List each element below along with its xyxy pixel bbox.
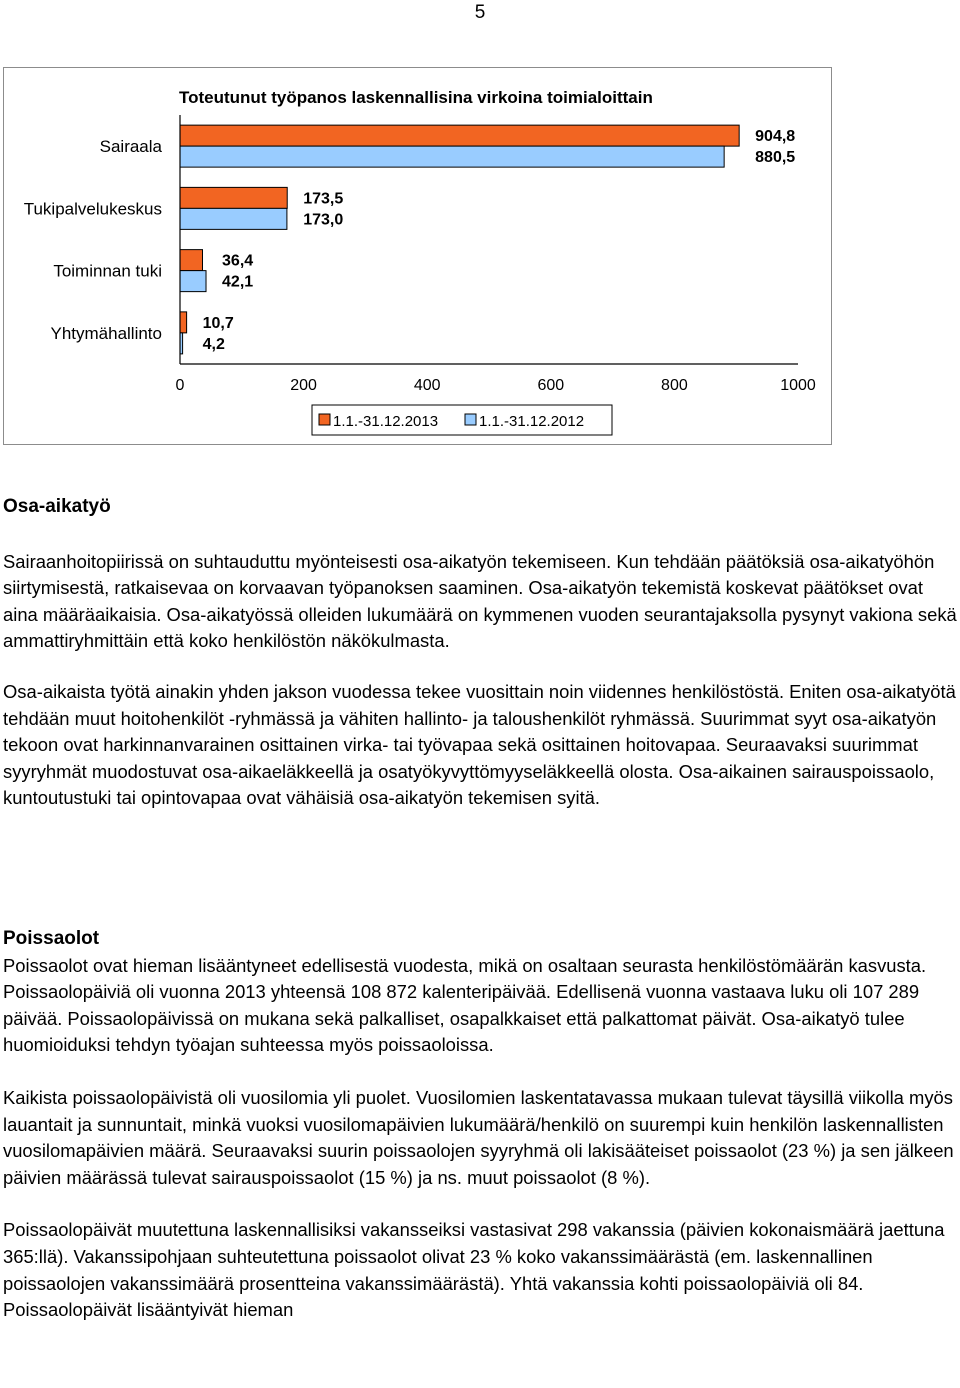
- legend: [312, 405, 612, 435]
- legend-swatch: [319, 414, 330, 425]
- value-label: 880,5: [755, 149, 796, 167]
- page-number: 5: [474, 2, 486, 23]
- bar: [180, 208, 287, 229]
- x-tick-label: 1000: [780, 377, 816, 394]
- bars: [180, 125, 739, 354]
- section-poissaolot: [3, 926, 959, 1324]
- legend-label: 1.1.-31.12.2013: [333, 413, 439, 430]
- chart-title: Toteutunut työpanos laskennallisina virkoina toimialoittain: [179, 88, 653, 107]
- x-tick-label: 0: [175, 377, 185, 394]
- category-label: Yhtymähallinto: [50, 323, 162, 343]
- value-label: 36,4: [222, 252, 254, 270]
- paragraph: Poissaolot ovat hieman lisääntyneet edellisestä vuodesta, mikä on osaltaan seurasta henkilöstömäärän kasvusta. Poissaolopäiviä oli vuonna 2013 yhteensä 108 872 kalenteripäivää. Edellisenä vuonna vastaava luku oli 107 289 päivää. Poissaolopäivissä on mukana sekä palkalliset, osapalkkaiset että palkattomat päivät. Osa-aikatyö tulee huomioiduksi tehdyn työajan suhteessa myös poissaoloissa.: [3, 954, 927, 1056]
- bar: [180, 312, 187, 333]
- bar-chart: [3, 67, 832, 445]
- bar: [180, 125, 739, 146]
- bar: [180, 271, 206, 292]
- x-tick-label: 200: [290, 377, 317, 394]
- value-label: 42,1: [222, 273, 254, 291]
- category-labels: [24, 137, 163, 343]
- bar: [180, 187, 287, 208]
- value-label: 173,0: [303, 211, 344, 229]
- paragraph: Kaikista poissaolopäivistä oli vuosilomia yli puolet. Vuosilomien laskentatavassa mukaan tulevat täysillä viikolla myös lauantait ja sunnuntait, minkä vuoksi vuosilomapäivien lukumäärä/henkilö on suurempi kuin henkilön laskennallisten vuosilomapäivien määrä. Seuraavaksi suurin poissaolojen syyryhmä oli lakisääteiset poissaolot (23 %) ja sen jälkeen päivien määrässä tulevat sairauspoissaolot (15 %) ja ns. muut poissaolot (8 %).: [3, 1086, 954, 1188]
- value-label: 4,2: [202, 335, 225, 353]
- legend-swatch: [465, 414, 476, 425]
- x-tick-label: 800: [661, 377, 688, 394]
- section-heading: Osa-aikatyö: [3, 496, 111, 517]
- value-label: 904,8: [755, 128, 796, 146]
- section-heading: Poissaolot: [3, 928, 100, 949]
- category-label: Toiminnan tuki: [53, 261, 162, 281]
- bar: [180, 250, 202, 271]
- value-label: 10,7: [202, 314, 234, 332]
- bar: [180, 146, 724, 167]
- x-tick-labels: [176, 377, 816, 394]
- category-label: Tukipalvelukeskus: [23, 199, 162, 219]
- category-label: Sairaala: [99, 137, 162, 157]
- section-osa-aikatyo: [3, 494, 959, 812]
- paragraph: Poissaolopäivät muutettuna laskennallisiksi vakansseiksi vastasivat 298 vakanssia (päivien kokonaismäärä jaettuna 365:llä). Vakanssipohjaan suhteutettuna poissaolot olivat 23 % koko vakanssimäärästä (em. laskennallinen poissaolojen vakanssimäärä prosentteina vakanssimäärästä). Yhtä vakanssia kohti poissaolopäiviä oli 84. Poissaolopäivät lisääntyivät hieman: [3, 1219, 945, 1321]
- x-tick-label: 600: [537, 377, 565, 394]
- paragraph: Sairaanhoitopiirissä on suhtauduttu myönteisesti osa-aikatyön tekemiseen. Kun tehdään päätöksiä osa-aikatyöhön siirtymisestä, ratkaisevaa on korvaavan työpanoksen saaminen. Osa-aikatyön tekemistä koskevat päätökset ovat aina määräaikaisia. Osa-aikatyössä olleiden lukumäärä on kymmenen vuoden seurantajaksolla pysynyt vakiona sekä ammattiryhmittäin että koko henkilöstön näkökulmasta.: [3, 550, 957, 652]
- legend-label: 1.1.-31.12.2012: [479, 413, 585, 430]
- chart-svg: [4, 68, 831, 444]
- paragraph: Osa-aikaista työtä ainakin yhden jakson vuodessa tekee vuosittain noin viidennes henkilöstöstä. Eniten osa-aikatyötä tehdään muut hoitohenkilöt -ryhmässä ja vähiten hallinto- ja taloushenkilöt ryhmässä. Suurimmat syyt osa-aikatyön tekoon ovat harkinnanvarainen osittainen virka- tai työvapaa sekä osittainen hoitovapaa. Seuraavaksi suurimmat syyryhmät muodostuvat osa-aikaeläkkeellä ja osatyökyvyttömyyseläkkeellä olosta. Osa-aikainen sairauspoissaolo, kuntoutustuki tai opintovapaa ovat vähäisiä osa-aikatyön tekemisen syitä.: [3, 680, 956, 809]
- value-label: 173,5: [303, 190, 344, 208]
- x-tick-label: 400: [413, 377, 441, 394]
